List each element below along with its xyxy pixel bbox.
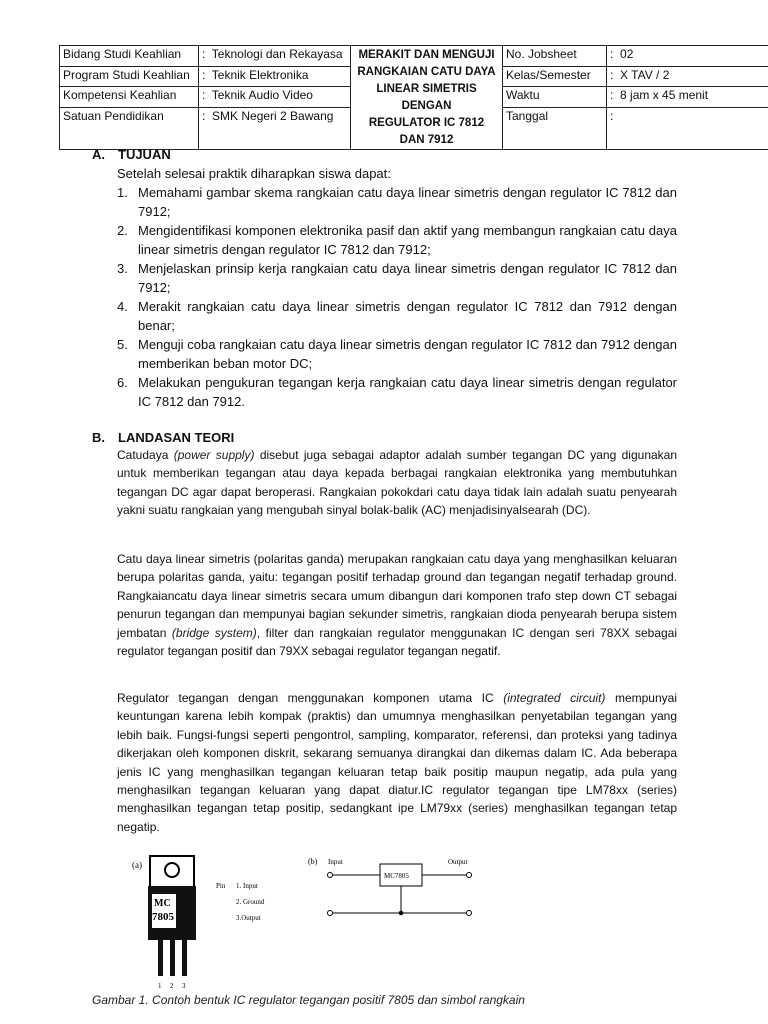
pin-desc: 1. Input xyxy=(236,882,258,890)
figure-label-a: (a) xyxy=(132,860,142,870)
header-row xyxy=(60,46,768,67)
header-value: : Teknik Audio Video xyxy=(199,87,351,108)
section-a-heading: A. TUJUAN xyxy=(92,147,171,162)
header-label: Kompetensi Keahlian xyxy=(60,87,199,108)
svg-text:MC: MC xyxy=(154,898,171,909)
list-item: 5. Menguji coba rangkaian catu daya linear simetris dengan regulator IC 7812 dan 7912 dengan memberikan beban motor DC; xyxy=(117,337,677,371)
input-label: Input xyxy=(328,858,343,866)
pin-number: 3 xyxy=(182,982,186,990)
header-right-value: : 8 jam x 45 menit xyxy=(607,87,768,108)
section-b-heading: B. LANDASAN TEORI xyxy=(92,430,235,445)
header-right-value: : 02 xyxy=(607,46,768,67)
header-right-label: No. Jobsheet xyxy=(503,46,607,67)
paragraph: Catu daya linear simetris (polaritas ganda) merupakan rangkaian catu daya yang menghasilkan keluaran berupa polaritas ganda, yaitu: tegangan positif terhadap ground dan tegangan negatif terhadap ground. Rangkaiancatu daya linear simetris secara umum dibangun dari komponen trafo step down CT sebagai penurun tegangan dan mempunyai bagian sekunder simetris, rangkaian dioda penyearah berupa sistem jembatan (bridge system), filter dan rangkaian regulator menggunakan IC dengan seri 78XX sebagai regulator tegangan positif dan 79XX sebagai regulator tegangan negatif. xyxy=(117,552,678,659)
pin-number: 1 xyxy=(158,982,162,990)
header-right-value: : xyxy=(607,107,768,149)
figure-caption: Gambar 1. Contoh bentuk IC regulator tegangan positif 7805 dan simbol rangkain xyxy=(92,993,525,1007)
header-right-label: Tanggal xyxy=(503,107,607,149)
to220-package-icon xyxy=(148,856,196,976)
list-item: 6. Melakukan pengukuran tegangan kerja rangkaian catu daya linear simetris dengan regulator IC 7812 dan 7912. xyxy=(117,375,677,409)
header-label: Satuan Pendidikan xyxy=(60,107,199,149)
list-item: 2. Mengidentifikasi komponen elektronika pasif dan aktif yang membangun rangkaian catu daya linear simetris dengan regulator IC 7812 dan 7912; xyxy=(117,223,677,257)
header-right-label: Kelas/Semester xyxy=(503,66,607,87)
ic-regulator-figure xyxy=(92,842,692,992)
list-item: 1. Memahami gambar skema rangkaian catu daya linear simetris dengan regulator IC 7812 dan 7912; xyxy=(117,185,677,219)
header-value: : Teknik Elektronika xyxy=(199,66,351,87)
header-value: : Teknologi dan Rekayasa xyxy=(199,46,351,67)
header-right-value: : X TAV / 2 xyxy=(607,66,768,87)
list-item: 4. Merakit rangkaian catu daya linear simetris dengan regulator IC 7812 dan 7912 dengan benar; xyxy=(117,299,677,333)
ic-label: MC7805 xyxy=(384,872,409,880)
header-label: Bidang Studi Keahlian xyxy=(60,46,199,67)
figure-label-b: (b) xyxy=(308,857,318,866)
pin-desc: 2. Ground xyxy=(236,898,265,906)
goals-list xyxy=(117,183,677,411)
pin-number: 2 xyxy=(170,982,174,990)
header-value: : SMK Negeri 2 Bawang xyxy=(199,107,351,149)
pin-title: Pin xyxy=(216,882,226,890)
paragraph: Regulator tegangan dengan menggunakan komponen utama IC (integrated circuit) mempunyai keuntungan karena lebih kompak (praktis) dan umumnya menghasilkan penyetabilan tegangan yang lebih baik. Fungsi-fungsi seperti pengontrol, sampling, komparator, referensi, dan proteksi yang tadinya dikerjakan oleh komponen diskrit, sekarang semuanya dirangkai dan dikemas dalam IC. Ada beberapa jenis IC yang menghasilkan tegangan keluaran tetap baik positip maupun negatip, ada pula yang menghasilkan tegangan keluaran yang dapat diatur.IC regulator tegangan tipe LM78xx (series) menghasilkan tegangan tetap positip, sedangkant ipe LM79xx (series) menghasilkan tegangan tetap negatip. xyxy=(117,691,677,834)
paragraph: Catudaya (power supply) disebut juga sebagai adaptor adalah sumber tegangan DC yang digunakan untuk memberikan tegangan atau daya kepada berbagai rangkaian elektronika yang membutuhkan tegangan DC agar dapat beroperasi. Rangkaian pokokdari catu daya tidak lain adalah suatu penyearah yakni suatu rangkaian yang mengubah sinyal bolak-balik (AC) menjadisinyalsearah (DC). xyxy=(117,448,678,518)
output-label: Output xyxy=(448,858,468,866)
section-a-intro: Setelah selesai praktik diharapkan siswa dapat: xyxy=(117,166,391,181)
svg-text:7805: 7805 xyxy=(152,911,174,923)
header-label: Program Studi Keahlian xyxy=(60,66,199,87)
header-right-label: Waktu xyxy=(503,87,607,108)
header-table xyxy=(59,45,768,150)
list-item: 3. Menjelaskan prinsip kerja rangkaian catu daya linear simetris dengan regulator IC 7812 dan 7912; xyxy=(117,261,677,295)
pin-desc: 3.Output xyxy=(236,914,261,922)
jobsheet-title: MERAKIT DAN MENGUJI RANGKAIAN CATU DAYA LINEAR SIMETRIS DENGAN REGULATOR IC 7812 DAN 7912 xyxy=(351,46,503,150)
